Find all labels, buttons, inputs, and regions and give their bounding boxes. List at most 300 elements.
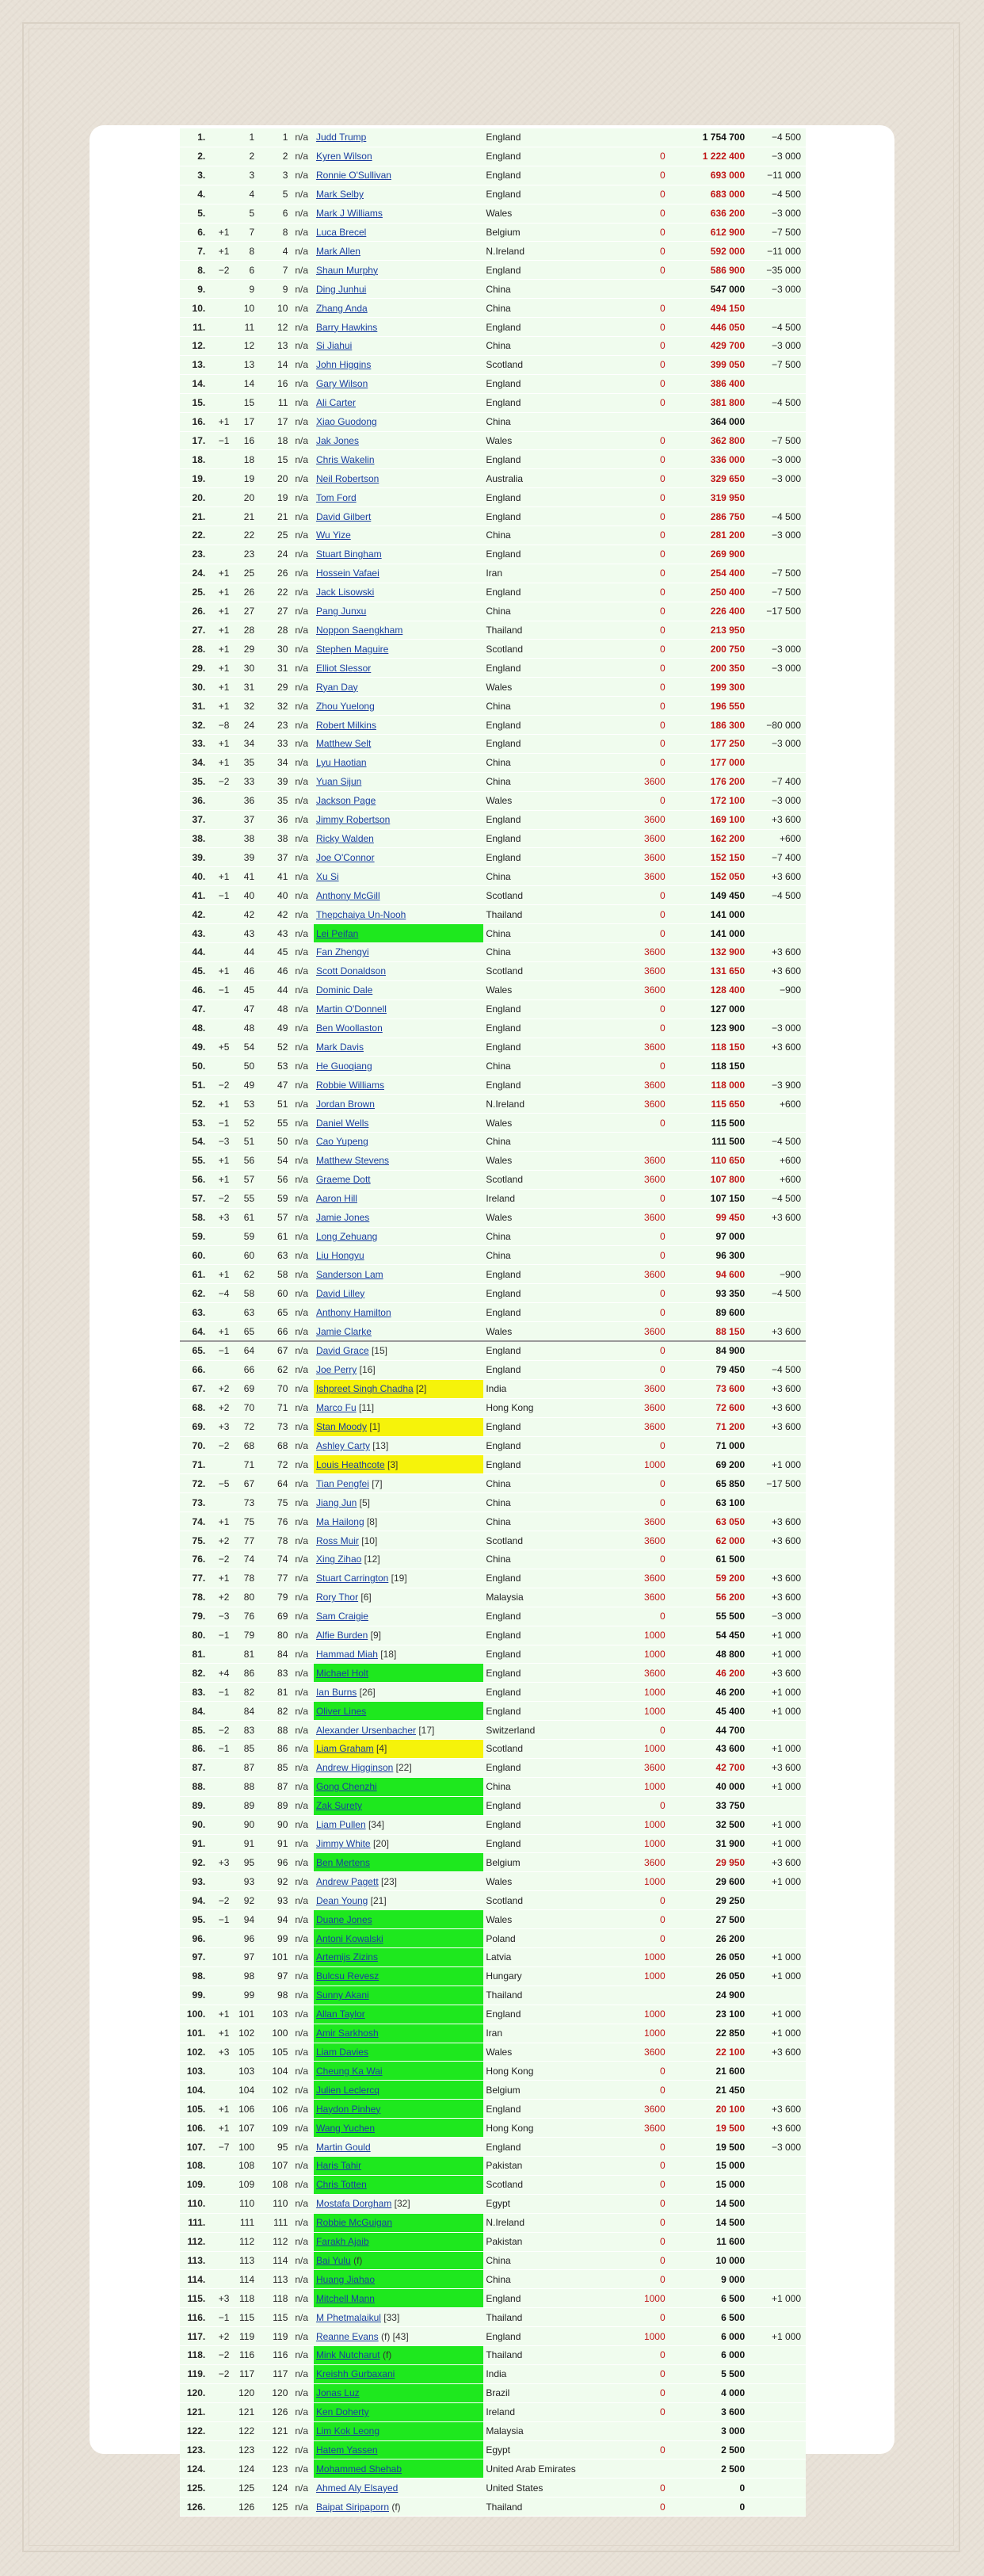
player-link[interactable]: Mohammed Shehab <box>315 2463 402 2475</box>
previous-rank-cell: 111 <box>257 2213 290 2232</box>
points-cell: 0 <box>606 1891 668 1910</box>
total-points-cell: 61 500 <box>668 1550 750 1569</box>
current-rank-cell: 123 <box>231 2440 257 2459</box>
player-link[interactable]: Lei Peifan <box>315 927 359 939</box>
player-link[interactable]: Duane Jones <box>315 1913 372 1925</box>
rank-cell: 75. <box>180 1531 213 1550</box>
points-difference-cell <box>749 2194 806 2213</box>
previous-rank-cell: 26 <box>257 564 290 583</box>
points-cell: 1000 <box>606 1948 668 1967</box>
points-difference-cell: −4 500 <box>749 128 806 147</box>
points-difference-cell: +600 <box>749 829 806 848</box>
player-link[interactable]: Xiao Guodong <box>315 416 377 428</box>
nationality-cell: Malaysia <box>483 2421 605 2440</box>
player-link[interactable]: Robbie Williams <box>315 1079 384 1091</box>
rank-change-cell <box>213 469 231 488</box>
player-link[interactable]: Ben Mertens <box>315 1856 370 1868</box>
current-rank-cell: 58 <box>231 1284 257 1303</box>
rank-change-cell: +1 <box>213 678 231 697</box>
player-link[interactable]: Joe Perry <box>315 1364 357 1376</box>
rank-change-cell: +1 <box>213 961 231 980</box>
player-link[interactable]: Cao Yupeng <box>315 1136 368 1148</box>
player-link[interactable]: Oliver Lines <box>315 1705 367 1717</box>
rank-cell: 6. <box>180 223 213 242</box>
na-cell: n/a <box>290 1114 314 1133</box>
previous-rank-cell: 23 <box>257 716 290 735</box>
points-difference-cell: −3 900 <box>749 1076 806 1095</box>
current-rank-cell: 20 <box>231 488 257 507</box>
player-link[interactable]: Mark Selby <box>315 189 364 201</box>
rank-change-cell: +1 <box>213 621 231 640</box>
nationality-cell: England <box>483 374 605 393</box>
player-link[interactable]: Sam Craigie <box>315 1611 368 1622</box>
total-points-cell: 59 200 <box>668 1569 750 1588</box>
player-link[interactable]: David Gilbert <box>315 510 372 522</box>
ranking-row <box>180 735 806 754</box>
previous-rank-cell: 89 <box>257 1796 290 1815</box>
total-points-cell: 110 650 <box>668 1151 750 1170</box>
points-cell: 3600 <box>606 942 668 961</box>
player-link[interactable]: Louis Heathcote <box>315 1458 385 1470</box>
player-link[interactable]: Artemijs Zizins <box>315 1951 378 1963</box>
player-link[interactable]: Michael Holt <box>315 1667 368 1679</box>
points-difference-cell: −4 500 <box>749 1133 806 1152</box>
player-link[interactable]: Marco Fu <box>315 1402 357 1414</box>
current-rank-cell: 120 <box>231 2383 257 2402</box>
total-points-cell: 65 850 <box>668 1474 750 1493</box>
points-cell: 0 <box>606 318 668 337</box>
player-link[interactable]: Jiang Jun <box>315 1496 357 1508</box>
total-points-cell: 172 100 <box>668 791 750 810</box>
player-link[interactable]: Liam Pullen <box>315 1819 366 1831</box>
player-link[interactable]: Gong Chenzhi <box>315 1781 377 1793</box>
player-link[interactable]: Lim Kok Leong <box>315 2425 379 2437</box>
rank-cell: 126. <box>180 2498 213 2517</box>
nationality-cell: Thailand <box>483 1986 605 2005</box>
player-link[interactable]: Daniel Wells <box>315 1117 369 1129</box>
player-link[interactable]: Jackson Page <box>315 795 376 807</box>
points-difference-cell <box>749 1986 806 2005</box>
player-link[interactable]: Alfie Burden <box>315 1630 368 1642</box>
player-link[interactable]: Jack Lisowski <box>315 587 375 598</box>
player-note: [3] <box>384 1458 399 1470</box>
player-link[interactable]: Graeme Dott <box>315 1174 371 1186</box>
player-link[interactable]: Noppon Saengkham <box>315 625 403 636</box>
previous-rank-cell: 32 <box>257 697 290 716</box>
player-link[interactable]: John Higgins <box>315 359 372 371</box>
player-link[interactable]: Jimmy White <box>315 1838 371 1850</box>
ranking-row <box>180 980 806 999</box>
total-points-cell: 336 000 <box>668 450 750 469</box>
ranking-row <box>180 1417 806 1436</box>
ranking-row <box>180 318 806 337</box>
player-link[interactable]: Rory Thor <box>315 1592 359 1603</box>
player-link[interactable]: Ronnie O'Sullivan <box>315 170 391 182</box>
points-cell: 3600 <box>606 2100 668 2119</box>
previous-rank-cell: 6 <box>257 204 290 223</box>
previous-rank-cell: 4 <box>257 242 290 261</box>
nationality-cell: England <box>483 848 605 867</box>
rank-change-cell: −2 <box>213 1436 231 1455</box>
player-link[interactable]: Kreishh Gurbaxani <box>315 2368 395 2380</box>
nationality-cell: England <box>483 1607 605 1626</box>
player-name-cell <box>314 697 483 716</box>
rank-cell: 5. <box>180 204 213 223</box>
na-cell: n/a <box>290 128 314 147</box>
player-name-cell <box>314 1114 483 1133</box>
rank-change-cell <box>213 810 231 829</box>
player-link[interactable]: Luca Brecel <box>315 226 367 238</box>
player-link[interactable]: Mink Nutcharut <box>315 2349 380 2361</box>
player-name-cell <box>314 602 483 621</box>
player-link[interactable]: Jordan Brown <box>315 1098 375 1110</box>
player-link[interactable]: David Lilley <box>315 1287 365 1299</box>
points-difference-cell: −7 400 <box>749 772 806 791</box>
rank-change-cell: −1 <box>213 886 231 905</box>
player-link[interactable]: Hatem Yassen <box>315 2444 378 2456</box>
player-link[interactable]: Haris Tahir <box>315 2160 362 2172</box>
rank-change-cell <box>213 942 231 961</box>
current-rank-cell: 14 <box>231 374 257 393</box>
na-cell: n/a <box>290 564 314 583</box>
player-link[interactable]: Jonas Luz <box>315 2387 360 2399</box>
points-difference-cell <box>749 412 806 431</box>
rank-change-cell <box>213 526 231 545</box>
ranking-row <box>180 412 806 431</box>
player-link[interactable]: Hossein Vafaei <box>315 568 379 579</box>
player-link[interactable]: Jamie Clarke <box>315 1325 372 1337</box>
nationality-cell: Scotland <box>483 1531 605 1550</box>
ranking-row <box>180 1683 806 1702</box>
player-link[interactable]: Zhou Yuelong <box>315 700 375 712</box>
player-link[interactable]: Ken Doherty <box>315 2406 369 2418</box>
previous-rank-cell: 45 <box>257 942 290 961</box>
player-name-cell <box>314 223 483 242</box>
player-link[interactable]: Anthony Hamilton <box>315 1306 391 1318</box>
player-link[interactable]: Sanderson Lam <box>315 1268 383 1280</box>
player-link[interactable]: Jimmy Robertson <box>315 814 391 826</box>
nationality-cell: England <box>483 1019 605 1038</box>
na-cell: n/a <box>290 2100 314 2119</box>
points-difference-cell: −7 400 <box>749 848 806 867</box>
na-cell: n/a <box>290 829 314 848</box>
points-difference-cell: −7 500 <box>749 564 806 583</box>
player-link[interactable]: Lyu Haotian <box>315 757 367 769</box>
nationality-cell: Wales <box>483 1872 605 1891</box>
current-rank-cell: 40 <box>231 886 257 905</box>
rank-change-cell: −2 <box>213 2364 231 2383</box>
na-cell: n/a <box>290 1189 314 1208</box>
total-points-cell: 3 000 <box>668 2421 750 2440</box>
player-name-cell <box>314 1341 483 1360</box>
player-link[interactable]: Zak Surety <box>315 1800 362 1812</box>
player-link[interactable]: Mostafa Dorgham <box>315 2198 392 2210</box>
rank-change-cell: +1 <box>213 242 231 261</box>
player-link[interactable]: Thepchaiya Un-Nooh <box>315 908 406 920</box>
player-link[interactable]: Ahmed Aly Elsayed <box>315 2482 399 2494</box>
player-link[interactable]: Tom Ford <box>315 491 357 503</box>
player-link[interactable]: Sunny Akani <box>315 1989 369 2001</box>
na-cell: n/a <box>290 867 314 886</box>
player-link[interactable]: Elliot Slessor <box>315 662 372 674</box>
points-difference-cell <box>749 1303 806 1322</box>
player-link[interactable]: Long Zehuang <box>315 1231 378 1243</box>
rank-change-cell: +4 <box>213 1664 231 1683</box>
points-cell: 0 <box>606 1246 668 1265</box>
player-link[interactable]: Matthew Selt <box>315 738 372 750</box>
player-note: [18] <box>377 1648 397 1660</box>
player-link[interactable]: Ben Woollaston <box>315 1022 383 1034</box>
rank-change-cell: +1 <box>213 564 231 583</box>
previous-rank-cell: 29 <box>257 678 290 697</box>
player-link[interactable]: Liam Davies <box>315 2046 368 2058</box>
player-link[interactable]: Xu Si <box>315 870 339 882</box>
total-points-cell: 115 650 <box>668 1095 750 1114</box>
player-link[interactable]: M Phetmalaikul <box>315 2311 381 2323</box>
player-link[interactable]: Reanne Evans <box>315 2330 379 2342</box>
points-difference-cell: +1 000 <box>749 2005 806 2024</box>
points-cell: 3600 <box>606 1076 668 1095</box>
total-points-cell: 19 500 <box>668 2138 750 2157</box>
player-name-cell <box>314 2081 483 2100</box>
player-name-cell <box>314 583 483 602</box>
player-name-cell <box>314 1076 483 1095</box>
current-rank-cell: 84 <box>231 1702 257 1721</box>
player-link[interactable]: Cheung Ka Wai <box>315 2065 383 2077</box>
player-link[interactable]: Zhang Anda <box>315 302 368 314</box>
total-points-cell: 177 000 <box>668 753 750 772</box>
player-link[interactable]: Stuart Bingham <box>315 548 382 560</box>
points-cell: 1000 <box>606 1702 668 1721</box>
player-link[interactable]: Andrew Pagett <box>315 1875 379 1887</box>
ranking-row <box>180 1322 806 1341</box>
na-cell: n/a <box>290 1284 314 1303</box>
player-link[interactable]: Jamie Jones <box>315 1212 370 1224</box>
points-cell: 0 <box>606 1474 668 1493</box>
ranking-row <box>180 1607 806 1626</box>
nationality-cell: England <box>483 166 605 185</box>
player-link[interactable]: Ishpreet Singh Chadha <box>315 1383 414 1395</box>
points-difference-cell: −4 500 <box>749 185 806 204</box>
player-link[interactable]: Antoni Kowalski <box>315 1932 383 1944</box>
total-points-cell: 9 000 <box>668 2270 750 2289</box>
na-cell: n/a <box>290 1664 314 1683</box>
na-cell: n/a <box>290 1948 314 1967</box>
points-cell: 0 <box>606 355 668 374</box>
player-link[interactable]: Julien Leclercq <box>315 2084 379 2096</box>
player-link[interactable]: Allan Taylor <box>315 2008 365 2020</box>
player-link[interactable]: Martin Gould <box>315 2141 371 2153</box>
previous-rank-cell: 65 <box>257 1303 290 1322</box>
player-link[interactable]: Liam Graham <box>315 1743 374 1755</box>
total-points-cell: 5 500 <box>668 2364 750 2383</box>
player-link[interactable]: Hammad Miah <box>315 1648 378 1660</box>
points-difference-cell: +600 <box>749 1095 806 1114</box>
rank-change-cell: +1 <box>213 1095 231 1114</box>
previous-rank-cell: 79 <box>257 1588 290 1607</box>
player-link[interactable]: Tian Pengfei <box>315 1477 369 1489</box>
player-name-cell <box>314 469 483 488</box>
player-link[interactable]: Ashley Carty <box>315 1439 370 1451</box>
player-link[interactable]: Liu Hongyu <box>315 1249 364 1261</box>
player-link[interactable]: Ryan Day <box>315 681 358 693</box>
previous-rank-cell: 5 <box>257 185 290 204</box>
previous-rank-cell: 53 <box>257 1057 290 1076</box>
current-rank-cell: 26 <box>231 583 257 602</box>
player-link[interactable]: Alexander Ursenbacher <box>315 1724 417 1736</box>
player-link[interactable]: Xing Zihao <box>315 1554 362 1565</box>
player-link[interactable]: Scott Donaldson <box>315 965 386 977</box>
nationality-cell: China <box>483 1474 605 1493</box>
player-link[interactable]: Baipat Siripaporn <box>315 2501 389 2513</box>
player-name-cell <box>314 2289 483 2308</box>
player-link[interactable]: Dean Young <box>315 1894 368 1906</box>
player-link[interactable]: Pang Junxu <box>315 606 367 617</box>
total-points-cell: 115 500 <box>668 1114 750 1133</box>
previous-rank-cell: 27 <box>257 602 290 621</box>
player-link[interactable]: Aaron Hill <box>315 1193 357 1205</box>
rank-change-cell <box>213 393 231 412</box>
player-link[interactable]: Wu Yize <box>315 529 351 541</box>
player-link[interactable]: Joe O'Connor <box>315 851 375 863</box>
total-points-cell: 399 050 <box>668 355 750 374</box>
player-link[interactable]: Anthony McGill <box>315 889 380 901</box>
total-points-cell: 69 200 <box>668 1455 750 1474</box>
player-link[interactable]: Bai Yulu <box>315 2254 351 2266</box>
points-difference-cell: +1 000 <box>749 1740 806 1759</box>
rank-cell: 122. <box>180 2421 213 2440</box>
ranking-row <box>180 1588 806 1607</box>
player-link[interactable]: Stuart Carrington <box>315 1573 389 1584</box>
nationality-cell: Poland <box>483 1929 605 1948</box>
ranking-row <box>180 942 806 961</box>
total-points-cell: 46 200 <box>668 1664 750 1683</box>
player-link[interactable]: Barry Hawkins <box>315 321 378 333</box>
player-link[interactable]: Yuan Sijun <box>315 776 362 788</box>
player-link[interactable]: Mark Davis <box>315 1041 364 1053</box>
ranking-row <box>180 1986 806 2005</box>
na-cell: n/a <box>290 2364 314 2383</box>
player-link[interactable]: Robert Milkins <box>315 719 376 731</box>
total-points-cell: 612 900 <box>668 223 750 242</box>
player-link[interactable]: Shaun Murphy <box>315 264 378 276</box>
player-link[interactable]: Amir Sarkhosh <box>315 2028 379 2039</box>
current-rank-cell: 94 <box>231 1910 257 1929</box>
current-rank-cell: 111 <box>231 2213 257 2232</box>
player-link[interactable]: He Guoqiang <box>315 1060 372 1072</box>
player-link[interactable]: Kyren Wilson <box>315 151 372 162</box>
player-link[interactable]: Ross Muir <box>315 1535 359 1546</box>
rank-change-cell <box>213 2498 231 2517</box>
player-link[interactable]: Chris Wakelin <box>315 453 375 465</box>
player-link[interactable]: David Grace <box>315 1345 369 1357</box>
player-link[interactable]: Ian Burns <box>315 1686 357 1698</box>
player-link[interactable]: Gary Wilson <box>315 378 368 390</box>
points-difference-cell: +3 600 <box>749 2043 806 2062</box>
player-link[interactable]: Wang Yuchen <box>315 2122 375 2134</box>
nationality-cell: China <box>483 1133 605 1152</box>
rank-cell: 66. <box>180 1360 213 1379</box>
points-difference-cell: +3 600 <box>749 1038 806 1057</box>
player-link[interactable]: Andrew Higginson <box>315 1762 394 1774</box>
player-link[interactable]: Huang Jiahao <box>315 2273 375 2285</box>
player-link[interactable]: Ricky Walden <box>315 832 374 844</box>
player-link[interactable]: Si Jiahui <box>315 340 353 352</box>
rank-change-cell <box>213 1227 231 1246</box>
player-link[interactable]: Matthew Stevens <box>315 1155 389 1167</box>
nationality-cell: Scotland <box>483 640 605 659</box>
points-difference-cell: −35 000 <box>749 261 806 280</box>
current-rank-cell: 79 <box>231 1626 257 1645</box>
rank-change-cell: −2 <box>213 261 231 280</box>
player-link[interactable]: Fan Zhengyi <box>315 946 369 958</box>
rank-cell: 27. <box>180 621 213 640</box>
player-link[interactable]: Dominic Dale <box>315 984 373 996</box>
player-link[interactable]: Ding Junhui <box>315 283 367 295</box>
total-points-cell: 269 900 <box>668 545 750 564</box>
total-points-cell: 118 000 <box>668 1076 750 1095</box>
player-name-cell <box>314 1777 483 1796</box>
player-link[interactable]: Mark Allen <box>315 245 360 257</box>
player-name-cell <box>314 2383 483 2402</box>
na-cell: n/a <box>290 2213 314 2232</box>
player-link[interactable]: Jak Jones <box>315 434 359 446</box>
rank-change-cell: +2 <box>213 1531 231 1550</box>
points-difference-cell <box>749 1891 806 1910</box>
rank-change-cell: −1 <box>213 2308 231 2327</box>
player-note: (f) <box>389 2501 401 2513</box>
total-points-cell: 547 000 <box>668 280 750 299</box>
points-cell: 3600 <box>606 1531 668 1550</box>
rank-change-cell: +3 <box>213 1417 231 1436</box>
player-link[interactable]: Neil Robertson <box>315 472 379 484</box>
total-points-cell: 169 100 <box>668 810 750 829</box>
player-link[interactable]: Martin O'Donnell <box>315 1003 387 1015</box>
rank-change-cell: +2 <box>213 1379 231 1398</box>
na-cell: n/a <box>290 2346 314 2365</box>
current-rank-cell: 81 <box>231 1645 257 1664</box>
rank-change-cell <box>213 1455 231 1474</box>
player-link[interactable]: Stephen Maguire <box>315 643 389 655</box>
player-link[interactable]: Mitchell Mann <box>315 2292 375 2304</box>
player-name-cell <box>314 1133 483 1152</box>
player-link[interactable]: Haydon Pinhey <box>315 2103 381 2115</box>
player-name-cell <box>314 1095 483 1114</box>
player-link[interactable]: Judd Trump <box>315 132 367 143</box>
total-points-cell: 84 900 <box>668 1341 750 1360</box>
player-link[interactable]: Stan Moody <box>315 1421 367 1433</box>
current-rank-cell: 7 <box>231 223 257 242</box>
current-rank-cell: 89 <box>231 1796 257 1815</box>
rank-change-cell <box>213 2383 231 2402</box>
player-link[interactable]: Bulcsu Revesz <box>315 1970 379 1982</box>
previous-rank-cell: 19 <box>257 488 290 507</box>
player-link[interactable]: Ma Hailong <box>315 1515 364 1527</box>
player-link[interactable]: Robbie McGuigan <box>315 2217 392 2229</box>
points-cell: 1000 <box>606 1966 668 1986</box>
previous-rank-cell: 94 <box>257 1910 290 1929</box>
total-points-cell: 23 100 <box>668 2005 750 2024</box>
ranking-row <box>180 488 806 507</box>
nationality-cell: Iran <box>483 2024 605 2043</box>
player-link[interactable]: Ali Carter <box>315 397 356 409</box>
player-link[interactable]: Farakh Ajaib <box>315 2236 369 2248</box>
player-link[interactable]: Mark J Williams <box>315 208 383 220</box>
player-link[interactable]: Chris Totten <box>315 2179 367 2191</box>
current-rank-cell: 25 <box>231 564 257 583</box>
current-rank-cell: 95 <box>231 1853 257 1872</box>
na-cell: n/a <box>290 1853 314 1872</box>
